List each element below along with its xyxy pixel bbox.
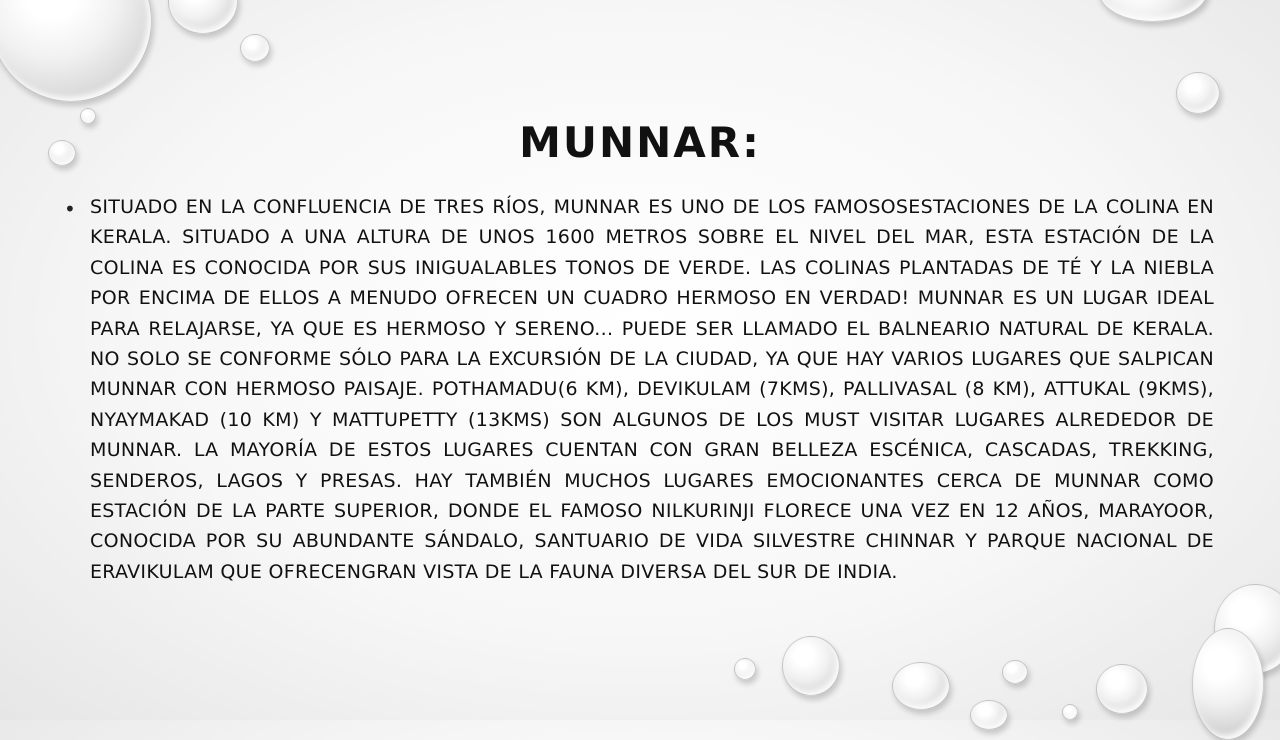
water-drop-decoration xyxy=(1096,664,1148,714)
water-drop-decoration xyxy=(1062,704,1078,720)
water-drop-decoration xyxy=(970,700,1008,730)
water-drop-decoration xyxy=(1098,0,1208,22)
slide-title: MUNNAR: xyxy=(519,118,761,167)
water-drop-decoration xyxy=(734,658,756,680)
body-paragraph: SITUADO EN LA CONFLUENCIA DE TRES RÍOS, MUNNAR ES UNO DE LOS FAMOSOSESTACIONES DE LA COLINA EN KERALA. SITUADO A UNA ALTURA DE UNOS 1600 METROS SOBRE EL NIVEL DEL MAR, ESTA ESTACIÓN DE LA COLINA ES CONOCIDA POR SUS INIGUALABLES TONOS DE VERDE. LAS COLINAS PLANTADAS DE TÉ Y LA NIEBLA POR ENCIMA DE ELLOS A MENUDO OFRECEN UN CUADRO HERMOSO EN VERDAD! MUNNAR ES UN LUGAR IDEAL PARA RELAJARSE, YA QUE ES HERMOSO Y SERENO... PUEDE SER LLAMADO EL BALNEARIO NATURAL DE KERALA. NO SOLO SE CONFORME SÓLO PARA LA EXCURSIÓN DE LA CIUDAD, YA QUE HAY VARIOS LUGARES QUE SALPICAN MUNNAR CON HERMOSO PAISAJE. POTHAMADU(6 KM), DEVIKULAM (7KMS), PALLIVASAL (8 KM), ATTUKAL (9KMS), NYAYMAKAD (10 KM) Y MATTUPETTY (13KMS) SON ALGUNOS DE LOS MUST VISITAR LUGARES ALREDEDOR DE MUNNAR. LA MAYORÍA DE ESTOS LUGARES CUENTAN CON GRAN BELLEZA ESCÉNICA, CASCADAS, TREKKING, SENDEROS, LAGOS Y PRESAS. HAY TAMBIÉN MUCHOS LUGARES EMOCIONANTES CERCA DE MUNNAR COMO ESTACIÓN DE LA PARTE SUPERIOR, DONDE EL FAMOSO NILKURINJI FLORECE UNA VEZ EN 12 AÑOS, MARAYOOR, CONOCIDA POR SU ABUNDANTE SÁNDALO, SANTUARIO DE VIDA SILVESTRE CHINNAR Y PARQUE NACIONAL DE ERAVIKULAM QUE OFRECENGRAN VISTA DE LA FAUNA DIVERSA DEL SUR DE INDIA. xyxy=(90,196,1214,583)
water-drop-decoration xyxy=(1192,628,1264,740)
water-drop-decoration xyxy=(0,0,152,102)
water-drop-decoration xyxy=(168,0,238,34)
water-drop-decoration xyxy=(1002,660,1028,684)
water-drop-decoration xyxy=(892,662,950,710)
water-drop-decoration xyxy=(240,34,270,62)
water-drop-decoration xyxy=(782,636,840,696)
water-drop-decoration xyxy=(1176,72,1220,114)
bullet-marker: • xyxy=(64,197,76,221)
